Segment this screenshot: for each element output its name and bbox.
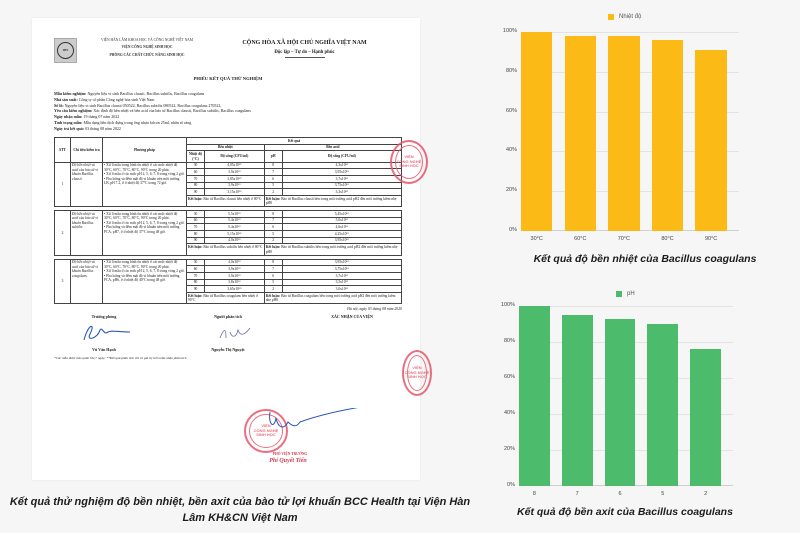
col-header-result: Kết quả: [187, 138, 402, 145]
conclusion-text: Bào tử Bacillus coagulans bền nhiệt ở 90°C: [188, 293, 258, 303]
logo-emblem-icon: IBT: [57, 42, 74, 59]
ph-value: 6: [264, 272, 282, 279]
heat-stability-chart: [490, 0, 800, 265]
conclusion-label: Kết luận:: [188, 245, 203, 250]
deputy-title: PHÓ VIỆN TRƯỞNG: [272, 452, 308, 456]
temperature-value: 80: [187, 279, 205, 286]
stamp-text: SINH HỌC: [399, 163, 419, 169]
temperature-value: 70: [187, 175, 205, 182]
acid-viability-value: 5,0x10¹⁰: [282, 217, 401, 224]
head-role: Trưởng phòng: [91, 313, 117, 319]
heat-viability-value: 3,9x10¹⁰: [205, 169, 265, 176]
chart-legend: [608, 14, 641, 20]
temperature-value: 60: [187, 217, 205, 224]
row-number: 1: [55, 162, 71, 207]
y-tick-label: 40%: [503, 410, 515, 416]
method-step: • Xử lí mẫu trong bình ổn nhiệt ở các mức nhiệt độ 30°C, 60°C, 70°C, 80°C, 90°C trong 20 phút.: [104, 211, 178, 221]
row-number: 2: [55, 211, 71, 256]
heat-viability-value: 3,85x10¹⁰: [205, 175, 265, 182]
gridline: [521, 32, 739, 33]
heat-viability-value: 3,9x10¹⁰: [205, 272, 265, 279]
bar: [647, 324, 678, 486]
legend-label: pH: [627, 291, 635, 297]
acid-viability-value: 4,25x10¹⁰: [282, 231, 401, 238]
analyst-role: Người phân tích: [214, 313, 242, 319]
conclusion-label: Kết luận:: [188, 196, 203, 201]
conclusion-text: Bào tử Bacillus coagulans bền trong môi trường acid pH2 đến môi trường kiềm nhẹ pH8: [265, 293, 396, 303]
head-name: Vũ Vân Hạnh: [92, 346, 116, 352]
acid-conclusion: [264, 195, 401, 206]
sample-info-line: [54, 91, 402, 96]
official-stamp-icon: [402, 350, 432, 396]
method-step: • Xử lí mẫu trong bình ổn nhiệt ở các mức nhiệt độ 30°C, 60°C, 70°C, 80°C, 90°C trong 20 phút.: [104, 163, 178, 172]
table-row: [55, 162, 402, 169]
method-step: • Xử lí mẫu ở các mức pH 2, 5, 6, 7, 8 trong vòng 2 giờ.: [104, 269, 185, 274]
conclusion-label: Kết luận:: [265, 245, 281, 250]
stamp-text: SINH HỌC: [256, 432, 276, 438]
heat-viability-value: 3,9x10¹⁰: [205, 182, 265, 189]
analyst-name: Nguyễn Thị Nguyệt: [211, 346, 245, 352]
bar: [562, 315, 593, 486]
y-tick-label: 100%: [502, 28, 517, 34]
sample-info: [54, 91, 402, 131]
temperature-value: 90: [187, 286, 205, 293]
bar: [565, 36, 596, 231]
ph-value: 2: [264, 237, 282, 244]
x-tick-label: 6: [618, 491, 622, 497]
col-header-viability: Độ sống (CFU/ml): [282, 151, 401, 162]
x-tick-label: 90°C: [704, 236, 718, 242]
col-header-criteria: Chỉ tiêu kiểm tra: [71, 138, 103, 163]
y-tick-label: 100%: [500, 302, 515, 308]
ph-value: 6: [264, 175, 282, 182]
analyst-signature-icon: [216, 324, 256, 342]
signature-scribble-icon: [74, 320, 134, 344]
legend-label: Nhiệt độ: [619, 14, 642, 20]
info-value: Công ty cổ phần Công nghệ hóa sinh Việt Nam: [77, 96, 155, 102]
method-step: • Xử lí mẫu ở các mức pH 2, 5, 6, 7, 8 trong vòng 2 giờ.: [104, 172, 185, 177]
acid-viability-value: 4,3x10¹⁰: [282, 162, 401, 169]
deputy-signature-icon: [262, 408, 382, 438]
heat-viability-value: 4,0x10¹⁰: [205, 259, 265, 266]
row-method: [103, 211, 187, 256]
table-row: [55, 211, 402, 218]
heat-viability-value: 5,4x10¹⁰: [205, 217, 265, 224]
method-step: • Pha loãng và đếm mật độ vi khuẩn trên môi trường PCA, pH7, ở ở nhiệt độ 37°C trong 48 giờ.: [104, 225, 180, 234]
heat-viability-value: 3,9x10¹⁰: [205, 266, 265, 273]
acid-stability-chart: [490, 260, 800, 533]
info-label: Ngày nhận mẫu:: [54, 114, 83, 120]
heat-viability-value: 4,05x10¹⁰: [205, 162, 265, 169]
temperature-value: 60: [187, 266, 205, 273]
ph-value: 7: [264, 217, 282, 224]
y-tick-label: 0%: [507, 482, 515, 488]
acid-viability-value: 3,75x10¹⁰: [282, 266, 401, 273]
table-row: [55, 259, 402, 266]
acid-viability-value: 3,7x10¹⁰: [282, 272, 401, 279]
heat-viability-value: 5,5x10¹⁰: [205, 211, 265, 218]
heat-chart-caption: Kết quả độ bền nhiệt của Bacillus coagulans: [533, 253, 757, 265]
conclusion-label: Kết luận:: [188, 293, 203, 298]
plot-area: [500, 302, 733, 497]
bar: [519, 306, 550, 486]
temperature-value: 30: [187, 211, 205, 218]
conclusion-text: Bào tử Bacillus subtilis bền trong môi trường acid pH2 đến môi trường kiềm nhẹ pH8: [265, 245, 398, 254]
x-tick-label: 5: [661, 491, 665, 497]
info-value: 19 tháng 07 năm 2022: [82, 114, 120, 120]
heat-conclusion: [187, 195, 265, 206]
y-tick-label: 0%: [509, 227, 517, 233]
report-footnote: *Các mẫu được bảo quản lưu 7 ngày; **Kết quả phân tích chỉ có giá trị trên mẫu nhận phân tích: [54, 355, 187, 360]
heat-viability-value: 5,4x10¹⁰: [205, 224, 265, 231]
heading-divider: [285, 57, 325, 58]
row-method: [103, 162, 187, 207]
signature-analyst: [178, 314, 278, 358]
stamp-text: CÔNG NGHỆ: [404, 369, 430, 375]
info-label: Nhà sản xuất:: [54, 96, 78, 102]
form-title: PHIẾU KẾT QUẢ THỬ NGHIỆM: [193, 76, 263, 81]
x-tick-label: 8: [532, 491, 536, 497]
bar: [695, 50, 726, 231]
official-stamp-icon: [390, 140, 428, 184]
heat-viability-value: 3,15x10¹⁰: [205, 189, 265, 196]
y-tick-label: 40%: [505, 147, 517, 154]
stamp-text: VIỆN: [261, 422, 271, 428]
temperature-value: 70: [187, 224, 205, 231]
acid-viability-value: 3,95x10¹⁰: [282, 169, 401, 176]
sample-info-line: [54, 114, 402, 119]
temperature-value: 70: [187, 272, 205, 279]
acid-viability-value: 3,3x10¹⁰: [282, 189, 401, 196]
issue-date: Hà nội, ngày 03 tháng 08 năm 2020: [347, 307, 402, 312]
heat-viability-value: 4,0x10¹⁰: [205, 237, 265, 244]
plot-area: [502, 28, 739, 242]
col-header-ph: pH: [264, 151, 282, 162]
info-label: Tình trạng mẫu:: [54, 120, 83, 126]
y-tick-label: 80%: [505, 67, 517, 74]
col-header-viability: Độ sống (CFU/ml): [205, 151, 265, 162]
heat-viability-value: 3,8x10¹⁰: [205, 279, 265, 286]
col-header-temp: Nhiệt độ (°C): [187, 151, 205, 162]
org-line-2: VIỆN CÔNG NGHỆ SINH HỌC: [121, 45, 173, 50]
temperature-value: 30: [187, 162, 205, 169]
ph-value: 2: [264, 189, 282, 196]
row-criteria: Độ bền nhiệt và acid của bào tử vi khuẩn Bacillus coagulans: [71, 259, 103, 304]
x-tick-label: 80°C: [661, 236, 674, 242]
method-step: • Xử lí mẫu trong bình ổn nhiệt ở các mức nhiệt độ 30°C, 60°C, 70°C, 80°C, 90°C trong 20 phút.: [104, 260, 178, 269]
info-label: Ngày trả kết quả:: [54, 126, 85, 132]
sample-info-line: [54, 97, 402, 102]
col-header-stt: STT: [55, 138, 71, 163]
signature-block: [54, 314, 402, 358]
info-value: Nguyên liệu vi sinh Bacillus clausii 050522, Bacillus subtilis 080522, Bacillus coagulans 270522,: [63, 102, 222, 108]
bar: [690, 349, 721, 486]
conclusion-text: Bào tử Bacillus subtilis bền nhiệt ở 80°C: [202, 245, 263, 250]
row-criteria: Độ bền nhiệt và acid của bào tử vi khuẩn Bacillus subtilis: [71, 211, 103, 256]
bar: [652, 40, 683, 231]
org-line-3: PHÒNG CÁC CHẤT CHỨC NĂNG SINH HỌC: [109, 52, 185, 57]
row-criteria: Độ bền nhiệt và acid của bào tử vi khuẩn Bacillus clausii: [71, 162, 103, 207]
temperature-value: 60: [187, 169, 205, 176]
organization-block: [87, 38, 207, 60]
sample-info-line: [54, 108, 402, 113]
bar: [605, 319, 636, 486]
acid-conclusion: [264, 292, 401, 303]
report-header: [54, 38, 402, 68]
temperature-value: 90: [187, 237, 205, 244]
conclusion-text: Bào tử Bacillus clausii bền nhiệt ở 80°C: [202, 196, 262, 201]
ph-value: 5: [264, 231, 282, 238]
ph-value: 6: [264, 224, 282, 231]
stamp-text: CÔNG NGHỆ: [253, 427, 279, 433]
x-tick-label: 2: [704, 491, 708, 497]
acid-viability-value: 5,45x10¹⁰: [282, 211, 401, 218]
ph-value: 8: [264, 259, 282, 266]
heat-viability-value: 5,15x10¹⁰: [205, 231, 265, 238]
x-tick-label: 70°C: [617, 236, 631, 242]
info-value: Nguyên liệu vi sinh Bacillus clausii, Bacillus subtilis, Bacillus coagulans: [86, 90, 205, 96]
info-value: Xác định độ bền nhiệt và bền acid của bào tử Bacillus clausii, Bacillus subtilis, Bacillus coagulans: [92, 108, 251, 114]
signature-institute: [302, 314, 402, 358]
sample-info-line: [54, 103, 402, 108]
stamp-text: VIỆN: [412, 364, 422, 370]
conclusion-label: Kết luận:: [265, 196, 281, 201]
col-header-heat: Bền nhiệt: [187, 144, 265, 151]
acid-viability-value: 3,75x10¹⁰: [282, 182, 401, 189]
table-header-row: [55, 138, 402, 145]
temperature-value: 80: [187, 231, 205, 238]
conclusion-text: Bào tử Bacillus clausii bền trong môi trường acid pH2 đến môi trường kiềm nhẹ pH8: [265, 196, 397, 206]
ph-value: 8: [264, 162, 282, 169]
info-value: 03 tháng 08 năm 2022: [84, 126, 121, 132]
conclusion-label: Kết luận:: [265, 293, 281, 298]
acid-viability-value: 3,0x10¹⁰: [282, 286, 401, 293]
legend-swatch: [616, 291, 622, 297]
ph-value: 7: [264, 266, 282, 273]
heat-viability-value: 3,65x10¹⁰: [205, 286, 265, 293]
heat-conclusion: [187, 292, 265, 303]
method-step: • Pha loãng và đếm mật độ vi khuẩn trên môi trường LB, pH 7.2, ở ở nhiệt độ 37°C trong 72 giờ.: [104, 176, 180, 186]
info-value: Mẫu dạng bền dịch đựng trong ống nhựa falcon 25ml, nhãn rõ ràng: [82, 120, 192, 126]
sample-info-line: [54, 126, 402, 131]
stamp-text: SINH HỌC: [407, 374, 427, 380]
y-tick-label: 60%: [503, 374, 515, 380]
y-tick-label: 20%: [505, 187, 517, 194]
institute-role: XÁC NHẬN CỦA VIỆN: [331, 313, 373, 319]
ph-value: 2: [264, 286, 282, 293]
y-tick-label: 80%: [503, 338, 515, 344]
x-tick-label: 60°C: [574, 236, 587, 242]
sample-info-line: [54, 120, 402, 125]
acid-viability-value: 3,7x10¹⁰: [282, 175, 401, 182]
info-label: Số lô:: [54, 102, 64, 108]
ph-value: 8: [264, 211, 282, 218]
stamp-text: VIỆN: [404, 153, 414, 159]
row-method: [103, 259, 187, 304]
chart-legend: [616, 291, 635, 297]
nation-motto: Độc lập – Tự do – Hạnh phúc: [274, 49, 335, 55]
temperature-value: 80: [187, 182, 205, 189]
signature-head: [54, 314, 154, 358]
x-tick-label: 30°C: [530, 236, 543, 242]
results-table: [54, 137, 402, 304]
bar: [608, 36, 639, 231]
heat-conclusion: [187, 244, 265, 255]
acid-viability-value: 3,95x10¹⁰: [282, 259, 401, 266]
document-caption: Kết quả thử nghiệm độ bền nhiệt, bền axit của bào tử lợi khuẩn BCC Health tại Viện Hàn Lâm KH&CN Việt Nam: [9, 496, 471, 524]
y-tick-label: 20%: [503, 446, 515, 452]
stamp-text: CÔNG NGHỆ: [396, 158, 422, 164]
method-step: • Pha loãng và đếm mật độ vi khuẩn trên môi trường PCA, pH6, ở ở nhiệt độ 40°C trong 48 giờ.: [104, 273, 180, 283]
nation-title: CỘNG HÒA XÃ HỘI CHỦ NGHĨA VIỆT NAM: [242, 40, 367, 46]
col-header-acid: Bền acid: [264, 144, 401, 151]
temperature-value: 30: [187, 259, 205, 266]
method-step: • Xử lí mẫu ở các mức pH 2, 5, 6, 7, 8 trong vòng 2 giờ.: [104, 220, 185, 225]
acid-viability-value: 4,6x10¹⁰: [282, 224, 401, 231]
national-heading: [207, 38, 402, 58]
acid-viability-value: 3,5x10¹⁰: [282, 279, 401, 286]
acid-chart-caption: Kết quả độ bền axit của Bacillus coagulans: [517, 506, 733, 518]
ph-value: 5: [264, 182, 282, 189]
deputy-name: Phí Quyết Tiến: [269, 458, 307, 464]
y-tick-label: 60%: [505, 107, 517, 114]
row-number: 3: [55, 259, 71, 304]
ph-value: 7: [264, 169, 282, 176]
col-header-method: Phương pháp: [103, 138, 187, 163]
ph-value: 5: [264, 279, 282, 286]
x-tick-label: 7: [575, 491, 579, 497]
bar: [521, 32, 552, 231]
org-line-1: VIỆN HÀN LÂM KHOA HỌC VÀ CÔNG NGHỆ VIỆT NAM: [101, 38, 193, 42]
info-label: Yêu cầu kiểm nghiệm:: [54, 108, 93, 114]
institute-logo: [54, 38, 77, 63]
gridline: [519, 306, 733, 307]
acid-conclusion: [264, 244, 401, 255]
temperature-value: 90: [187, 189, 205, 196]
acid-viability-value: 3,95x10¹⁰: [282, 237, 401, 244]
info-label: Mẫu kiểm nghiệm:: [54, 90, 87, 96]
legend-swatch: [608, 14, 614, 20]
